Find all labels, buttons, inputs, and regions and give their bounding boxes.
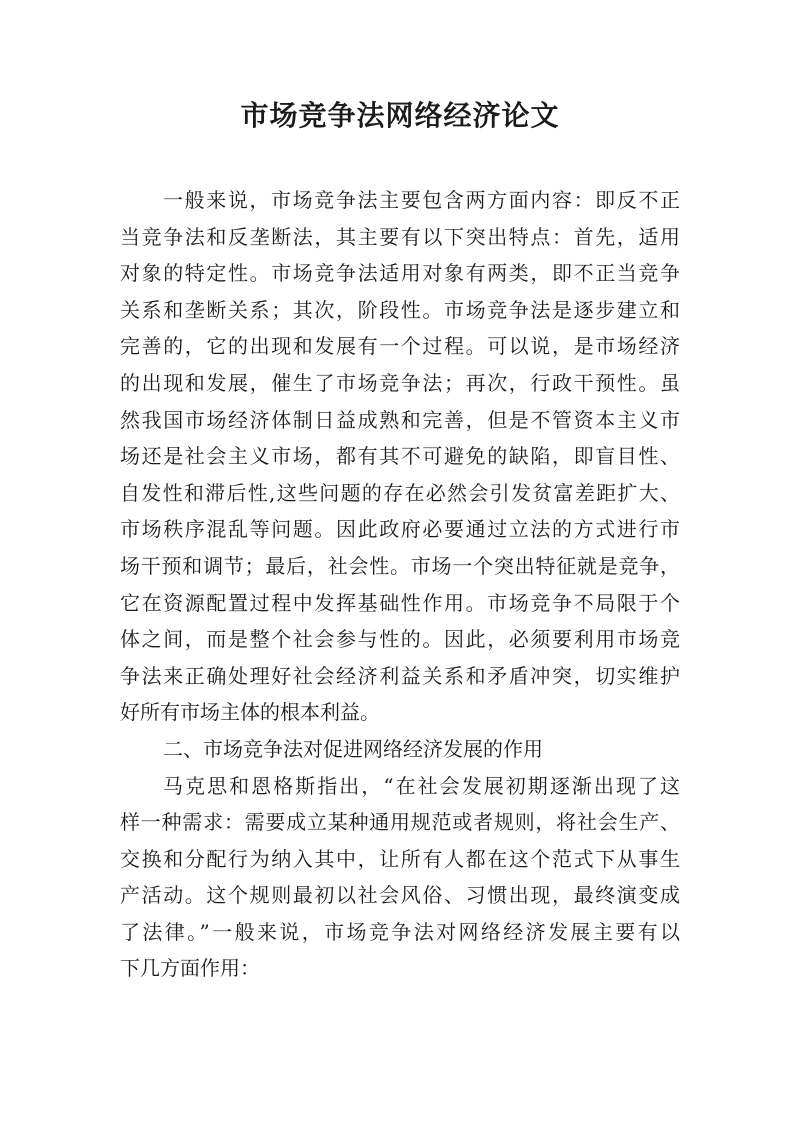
paragraph-line: 一般来说，市场竞争法主要包含两方面内容：即反不正 (163, 188, 680, 212)
paragraph-line: 样一种需求：需要成立某种通用规范或者规则，将社会生产、 (120, 810, 680, 835)
paragraph-line: 交换和分配行为纳入其中，让所有人都在这个范式下从事生 (120, 846, 680, 871)
paragraph-line: 当竞争法和反垄断法，其主要有以下突出特点：首先，适用 (120, 224, 680, 249)
paragraph-line: 产活动。这个规则最初以社会风俗、习惯出现，最终演变成 (120, 883, 680, 908)
paragraph-line: 市场秩序混乱等问题。因此政府必要通过立法的方式进行市 (120, 517, 680, 542)
paragraph-line: 争法来正确处理好社会经济利益关系和矛盾冲突，切实维护 (120, 663, 680, 688)
paragraph-line: 自发性和滞后性,这些问题的存在必然会引发贫富差距扩大、 (120, 480, 680, 505)
paragraph-line: 它在资源配置过程中发挥基础性作用。市场竞争不局限于个 (120, 590, 680, 615)
page-title: 市场竞争法网络经济论文 (240, 99, 560, 132)
document-body (120, 182, 680, 987)
paragraph-line: 然我国市场经济体制日益成熟和完善，但是不管资本主义市 (120, 407, 680, 432)
paragraph-line: 的出现和发展，催生了市场竞争法；再次，行政干预性。虽 (120, 370, 680, 395)
paragraph-line: 场还是社会主义市场，都有其不可避免的缺陷，即盲目性、 (120, 444, 680, 469)
paragraph-line: 完善的，它的出现和发展有一个过程。可以说，是市场经济 (120, 334, 680, 359)
paragraph-line: 场干预和调节；最后，社会性。市场一个突出特征就是竞争， (120, 553, 680, 578)
paragraph-line: 体之间，而是整个社会参与性的。因此，必须要利用市场竞 (120, 627, 680, 652)
paragraph-line: 二、市场竞争法对促进网络经济发展的作用 (163, 736, 543, 761)
paragraph-line: 马克思和恩格斯指出，“在社会发展初期逐渐出现了这 (163, 773, 680, 798)
paragraph-line: 关系和垄断关系；其次，阶段性。市场竞争法是逐步建立和 (120, 297, 680, 322)
paragraph-line: 了法律。”一般来说，市场竞争法对网络经济发展主要有以 (120, 919, 680, 944)
paragraph-line: 对象的特定性。市场竞争法适用对象有两类，即不正当竞争 (120, 261, 680, 286)
paragraph-line: 好所有市场主体的根本利益。 (120, 700, 380, 725)
paragraph-line: 下几方面作用： (120, 956, 260, 981)
